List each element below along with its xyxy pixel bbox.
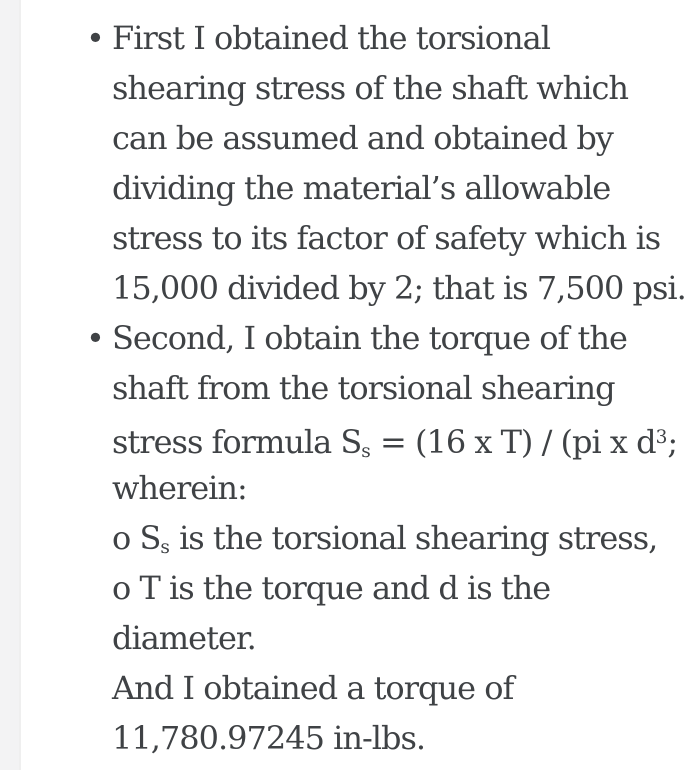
line-text: shearing stress of the shaft which: [112, 69, 628, 107]
line-text: o T is the torque and d is the: [112, 569, 551, 607]
line-text: wherein:: [112, 469, 247, 507]
text-line: [20, 463, 650, 513]
line-text: 11,780.97245 in-lbs.: [112, 719, 426, 757]
line-text: o $S_s$ is the torsional shearing stress,: [112, 519, 658, 559]
text-line: [20, 413, 678, 463]
line-text: diameter.: [112, 619, 256, 657]
bullet-list: [20, 13, 686, 763]
text-line: [20, 63, 650, 113]
bullet-marker: •: [86, 19, 105, 57]
line-text: stress formula $S_s = (16$ x T) / (pi x $d^3$;: [112, 423, 678, 463]
text-line: [20, 213, 661, 263]
text-line: [20, 713, 650, 763]
text-line: [20, 513, 658, 563]
line-text: First I obtained the torsional: [112, 19, 550, 57]
line-text: shaft from the torsional shearing: [112, 369, 615, 407]
line-text: Second, I obtain the torque of the: [112, 319, 627, 357]
line-text: stress to its factor of safety which is: [112, 219, 661, 257]
text-line: [20, 113, 650, 163]
text-line: [20, 613, 650, 663]
left-gutter: [0, 0, 21, 770]
line-text: dividing the material’s allowable: [112, 169, 611, 207]
text-line: [20, 13, 650, 63]
text-line: [20, 313, 650, 363]
text-line: [20, 563, 650, 613]
line-text: 15,000 divided by 2; that is 7,500 psi.: [112, 269, 686, 307]
document-body: [20, 0, 686, 763]
line-text: And I obtained a torque of: [112, 669, 514, 707]
bullet-marker: •: [86, 319, 105, 357]
line-text: can be assumed and obtained by: [112, 119, 613, 157]
text-line: [20, 663, 650, 713]
text-line: [20, 363, 650, 413]
text-line: [20, 163, 650, 213]
text-line: [20, 263, 686, 313]
